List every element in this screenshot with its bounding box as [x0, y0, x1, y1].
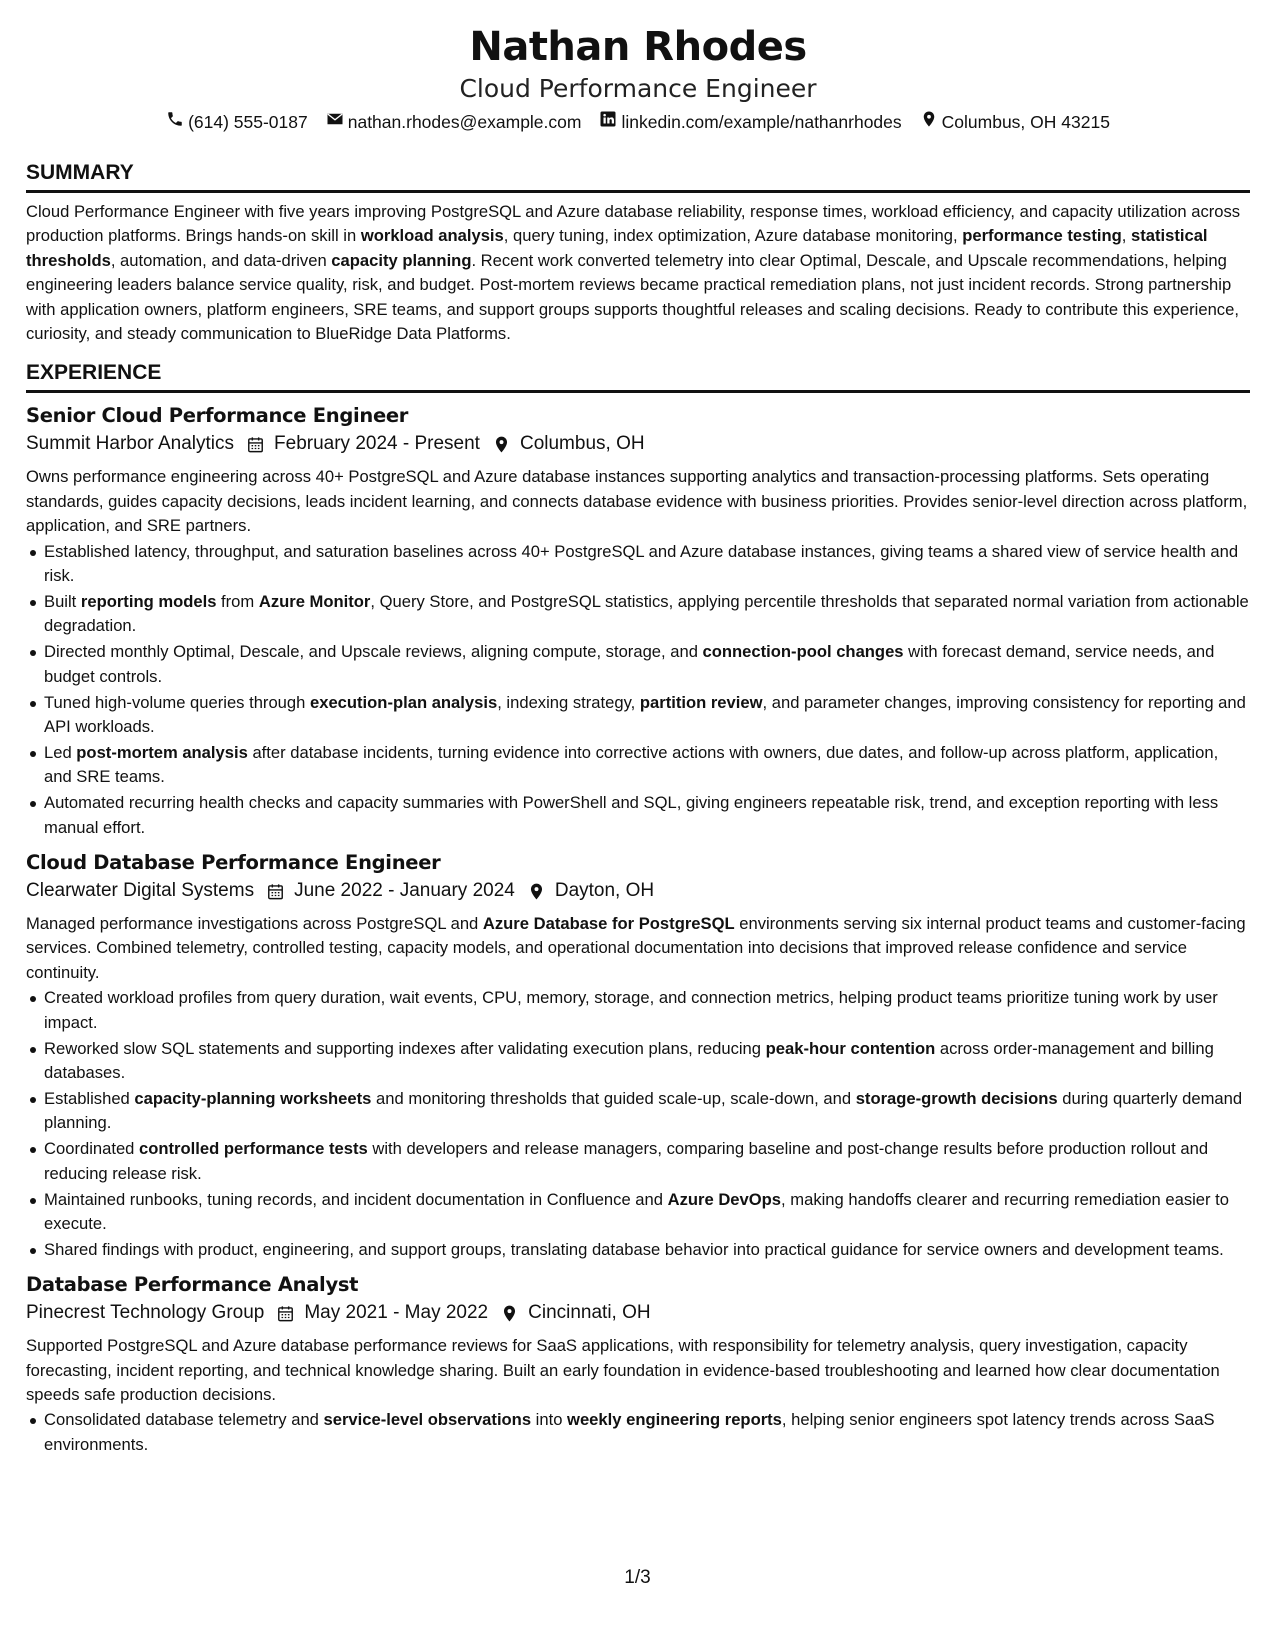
text-run: across order-management and billing databases. [44, 1038, 1214, 1082]
experience-heading: EXPERIENCE [26, 360, 1250, 393]
text-run: Directed monthly Optimal, Descale, and Upscale reviews, aligning compute, storage, and [44, 642, 703, 662]
text-run: with forecast demand, service needs, and budget controls. [44, 642, 1215, 686]
text-run: after database incidents, turning evidence into corrective actions with owners, due dates, and follow-up across platform, application, and SRE teams. [44, 742, 1219, 787]
job-dates: June 2022 - January 2024 [294, 880, 515, 902]
emphasis-text: partition review [639, 692, 763, 712]
bullet-item [26, 1408, 1250, 1457]
candidate-title: Cloud Performance Engineer [459, 74, 817, 103]
text-run: Tuned high-volume queries through [44, 692, 310, 712]
text-run: Coordinated [44, 1139, 140, 1159]
emphasis-text: peak-hour contention [765, 1038, 936, 1058]
emphasis-text: service-level observations [323, 1410, 532, 1430]
text-run: Cloud Performance Engineer with five years improving PostgreSQL and Azure database reliability, response times, workload efficiency, and capacity utilization across production platforms. Brings hands-on skill in [26, 202, 1241, 246]
job-bullets [26, 1408, 1250, 1457]
bullet-item [26, 1087, 1250, 1136]
text-run: , [1121, 226, 1131, 246]
emphasis-text: Azure DevOps [667, 1189, 782, 1209]
emphasis-text: connection-pool changes [702, 642, 904, 662]
emphasis-text: storage-growth decisions [855, 1088, 1058, 1108]
phone-icon [166, 110, 184, 134]
resume-page [26, 22, 1250, 1459]
text-run: Consolidated database telemetry and [44, 1410, 324, 1430]
map-pin-icon [527, 882, 546, 901]
text-run: , and parameter changes, improving consistency for reporting and API workloads. [44, 692, 1246, 736]
emphasis-text: controlled performance tests [139, 1139, 368, 1159]
text-run: , Query Store, and PostgreSQL statistics, applying percentile thresholds that separated normal variation from actionable degradation. [44, 591, 1249, 636]
location-text: Columbus, OH 43215 [941, 112, 1110, 132]
text-run: Established [44, 1088, 135, 1108]
job-location: Cincinnati, OH [528, 1302, 651, 1324]
email-link[interactable]: nathan.rhodes@example.com [347, 112, 582, 132]
text-run: from [216, 591, 259, 611]
text-run: Created workload profiles from query duration, wait events, CPU, memory, storage, and connection metrics, helping product teams prioritize tuning work by user impact. [44, 988, 1218, 1032]
map-pin-icon [500, 1304, 519, 1323]
job-entry [26, 850, 1250, 1262]
bullet-item [26, 640, 1250, 689]
text-run: environments serving six internal product teams and customer-facing services. Combined telemetry, controlled testing, capacity models, and operational documentation into decisions that improved release confidence and service continuity. [26, 914, 1246, 982]
text-run: Automated recurring health checks and capacity summaries with PowerShell and SQL, giving engineers repeatable risk, trend, and exception reporting with less manual effort. [44, 793, 1219, 837]
text-run: into [531, 1410, 568, 1430]
bullet-item [26, 1238, 1250, 1262]
calendar-icon [266, 882, 285, 901]
text-run: , indexing strategy, [497, 692, 640, 712]
text-run: Reworked slow SQL statements and supporting indexes after validating execution plans, reducing [44, 1038, 766, 1058]
linkedin-link[interactable]: linkedin.com/example/nathanrhodes [621, 112, 902, 132]
emphasis-text: Azure Monitor [258, 591, 371, 611]
phone-text: (614) 555-0187 [188, 112, 308, 132]
text-run: and monitoring thresholds that guided scale-up, scale-down, and [371, 1088, 856, 1108]
job-meta [26, 877, 1250, 905]
text-run: , helping senior engineers spot latency trends across SaaS environments. [44, 1410, 1215, 1454]
bullet-item [26, 1188, 1250, 1237]
emphasis-text: performance testing [962, 226, 1122, 246]
emphasis-text: Azure Database for PostgreSQL [482, 914, 735, 934]
job-role: Senior Cloud Performance Engineer [26, 404, 409, 428]
linkedin-icon [599, 110, 617, 134]
job-company: Summit Harbor Analytics [26, 433, 235, 455]
text-run: , automation, and data-driven [110, 250, 332, 270]
bullet-item [26, 986, 1250, 1035]
job-entry [26, 403, 1250, 840]
text-run: Established latency, throughput, and saturation baselines across 40+ PostgreSQL and Azure database instances, giving teams a shared view of service health and risk. [44, 541, 1239, 586]
contact-email[interactable] [326, 110, 582, 134]
page-number: 1/3 [624, 1567, 651, 1588]
text-run: with developers and release managers, comparing baseline and post-change results before production rollout and reducing release risk. [44, 1139, 1209, 1183]
calendar-icon [276, 1304, 295, 1323]
job-meta [26, 430, 1250, 458]
job-role: Database Performance Analyst [26, 1273, 359, 1297]
job-description [26, 1334, 1250, 1407]
bullet-item [26, 691, 1250, 740]
map-pin-icon [492, 435, 511, 454]
text-run: Supported PostgreSQL and Azure database performance reviews for SaaS applications, with responsibility for telemetry analysis, query investigation, capacity forecasting, incident reporting, and technical knowledge sharing. Built an early foundation in evidence-based troubleshooting and learned how clear documentation speeds safe production decisions. [26, 1336, 1220, 1405]
text-run: , query tuning, index optimization, Azure database monitoring, [503, 226, 963, 246]
emphasis-text: statistical thresholds [26, 226, 1208, 270]
job-role: Cloud Database Performance Engineer [26, 851, 441, 875]
job-dates: May 2021 - May 2022 [304, 1302, 489, 1324]
calendar-icon [246, 435, 265, 454]
summary-text [26, 200, 1250, 346]
contact-location [920, 110, 1110, 134]
bullet-item [26, 1137, 1250, 1186]
job-company: Pinecrest Technology Group [26, 1302, 265, 1324]
text-run: Built [44, 591, 81, 611]
text-run: Owns performance engineering across 40+ PostgreSQL and Azure database instances supporting analytics and transaction-processing platforms. Sets operating standards, guides capacity decisions, leads incident learning, and connects database evidence with business priorities. Provides senior-level direction across platform, application, and SRE partners. [26, 467, 1248, 536]
job-location: Columbus, OH [519, 433, 645, 455]
job-bullets [26, 986, 1250, 1262]
bullet-item [26, 741, 1250, 790]
text-run: , making handoffs clearer and recurring remediation easier to execute. [44, 1189, 1230, 1233]
text-run: during quarterly demand planning. [44, 1088, 1243, 1133]
emphasis-text: weekly engineering reports [567, 1410, 782, 1430]
emphasis-text: capacity planning [331, 250, 472, 270]
text-run: . Recent work converted telemetry into clear Optimal, Descale, and Upscale recommendations, helping engineering leaders balance service quality, risk, and budget. Post-mortem reviews became practical remediation plans, not just incident records. Strong partnership with application owners, platform engineers, SRE teams, and support groups supports thoughtful releases and scaling decisions. Ready to contribute this experience, curiosity, and steady communication to BlueRidge Data Platforms. [26, 250, 1239, 344]
bullet-item [26, 590, 1250, 639]
text-run: Managed performance investigations across PostgreSQL and [26, 914, 483, 934]
job-entry [26, 1272, 1250, 1457]
job-location: Dayton, OH [554, 880, 655, 902]
job-description [26, 912, 1250, 985]
bullet-item [26, 791, 1250, 840]
job-bullets [26, 540, 1250, 840]
candidate-name: Nathan Rhodes [469, 24, 807, 70]
map-pin-icon [920, 110, 938, 134]
job-dates: February 2024 - Present [274, 433, 480, 455]
contact-linkedin[interactable] [599, 110, 901, 134]
bullet-item [26, 540, 1250, 589]
contact-bar [26, 110, 1250, 134]
job-meta [26, 1299, 1250, 1327]
job-company: Clearwater Digital Systems [26, 880, 255, 902]
text-run: Shared findings with product, engineering, and support groups, translating database behavior into practical guidance for service owners and development teams. [44, 1239, 1224, 1259]
emphasis-text: post-mortem analysis [76, 742, 248, 762]
job-description [26, 465, 1250, 538]
envelope-icon [326, 110, 344, 134]
text-run: Maintained runbooks, tuning records, and incident documentation in Confluence and [44, 1189, 668, 1209]
text-run: Led [44, 742, 77, 762]
bullet-item [26, 1037, 1250, 1086]
emphasis-text: workload analysis [360, 226, 504, 246]
summary-heading: SUMMARY [26, 160, 1250, 193]
emphasis-text: capacity-planning worksheets [134, 1088, 372, 1108]
emphasis-text: reporting models [80, 591, 217, 611]
emphasis-text: execution-plan analysis [309, 692, 498, 712]
contact-phone [166, 110, 308, 134]
